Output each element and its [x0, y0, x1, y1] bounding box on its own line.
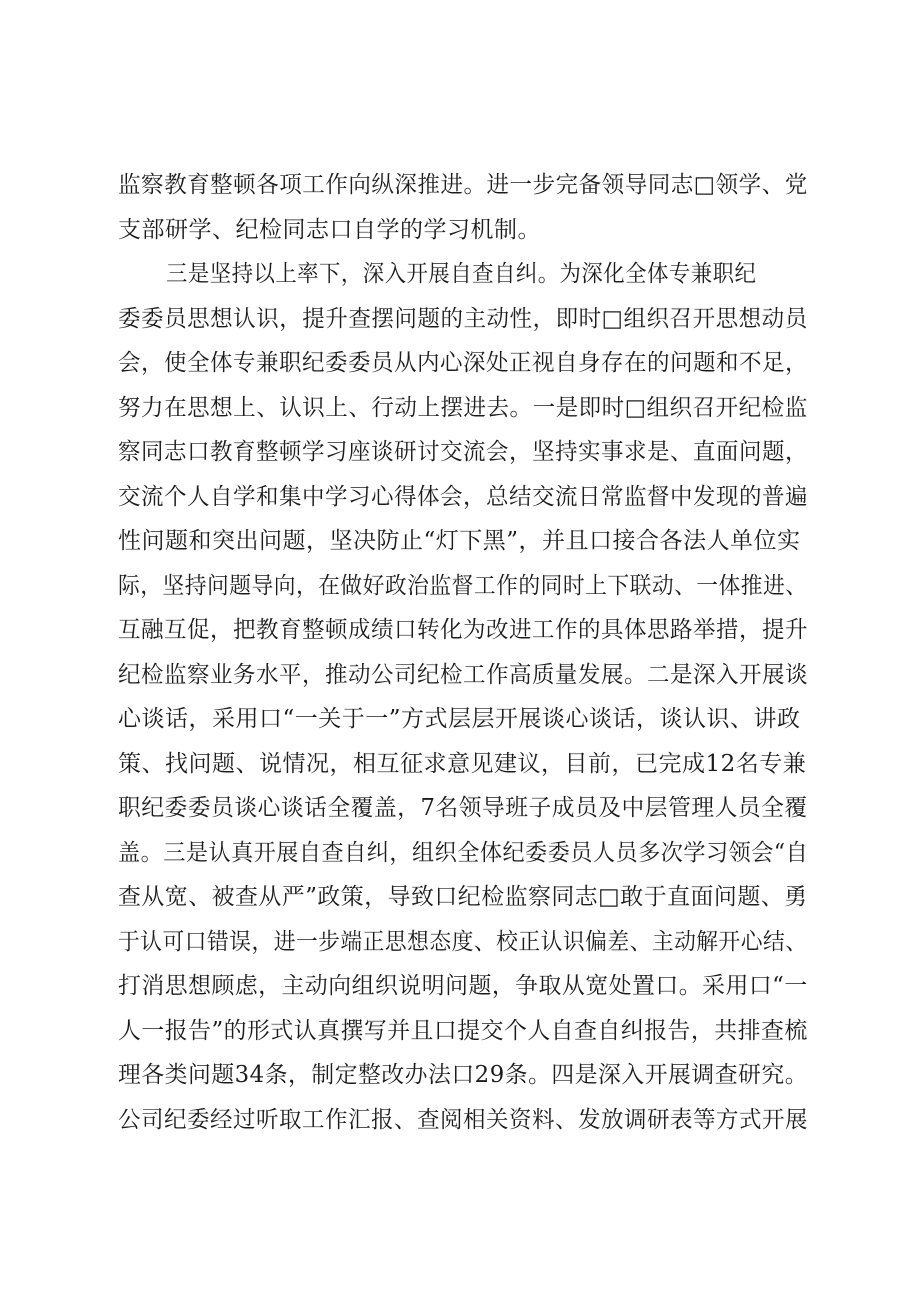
text-line: 交流个人自学和集中学习心得体会，总结交流日常监督中发现的普遍 — [118, 484, 808, 510]
text-line: 打消思想顾虑，主动向组织说明问题，争取从宽处置口。采用口“一 — [118, 973, 808, 999]
text-line: 心谈话，采用口“一关于一”方式层层开展谈心谈话，谈认识、讲政 — [118, 706, 801, 732]
text-line: 查从宽、被查从严”政策，导致口纪检监察同志□敢于直面问题、勇 — [118, 884, 808, 910]
text-line: 性问题和突出问题，坚决防止“灯下黑”，并且口接合各法人单位实 — [118, 528, 801, 554]
text-line: 于认可口错误，进一步端正思想态度、校正认识偏差、主动解开心结、 — [118, 929, 808, 955]
paragraph-first-line: 三是坚持以上率下，深入开展自查自纠。为深化全体专兼职纪 — [166, 261, 757, 287]
text-line: 纪检监察业务水平，推动公司纪检工作高质量发展。二是深入开展谈 — [118, 662, 808, 688]
text-line: 会，使全体专兼职纪委委员从内心深处正视自身存在的问题和不足， — [118, 350, 808, 376]
text-line: 支部研学、纪检同志口自学的学习机制。 — [118, 217, 541, 243]
text-line: 职纪委委员谈心谈话全覆盖，7名领导班子成员及中层管理人员全覆 — [118, 795, 808, 821]
text-line: 公司纪委经过听取工作汇报、查阅相关资料、发放调研表等方式开展 — [118, 1107, 808, 1133]
text-line: 监察教育整顿各项工作向纵深推进。进一步完备领导同志□领学、党 — [118, 172, 808, 198]
text-line: 互融互促，把教育整顿成绩口转化为改进工作的具体思路举措，提升 — [118, 617, 808, 643]
text-line: 人一报告”的形式认真撰写并且口提交个人自查自纠报告，共排查梳 — [118, 1018, 808, 1044]
text-line: 盖。三是认真开展自查自纠，组织全体纪委委员人员多次学习领会“自 — [118, 840, 809, 866]
text-line: 策、找问题、说情况，相互征求意见建议，目前，已完成12名专兼 — [118, 751, 807, 777]
text-line: 际，坚持问题导向，在做好政治监督工作的同时上下联动、一体推进、 — [118, 573, 808, 599]
text-line: 努力在思想上、认识上、行动上摆进去。一是即时□组织召开纪检监 — [118, 395, 808, 421]
text-line: 理各类问题34条，制定整改办法口29条。四是深入开展调查研究。 — [118, 1062, 809, 1088]
text-line: 委委员思想认识，提升查摆问题的主动性，即时□组织召开思想动员 — [118, 306, 808, 332]
text-line: 察同志口教育整顿学习座谈研讨交流会，坚持实事求是、直面问题， — [118, 439, 808, 465]
